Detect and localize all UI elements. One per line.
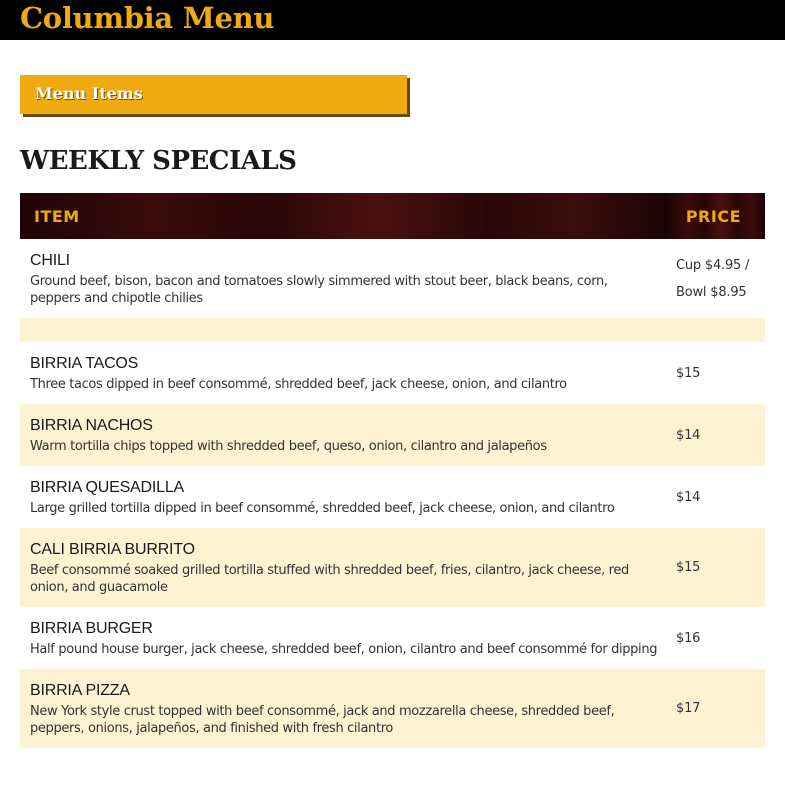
price-cell xyxy=(668,404,765,466)
item-description: Ground beef, bison, bacon and tomatoes slowly simmered with stout beer, black beans, corn, peppers and chipotle chilies xyxy=(30,273,608,306)
item-price: $15 xyxy=(676,365,701,381)
item-cell xyxy=(20,342,668,404)
table-row-spacer xyxy=(20,318,765,342)
price-cell xyxy=(668,342,765,404)
item-name: BIRRIA QUESADILLA xyxy=(30,478,184,496)
item-name: BIRRIA BURGER xyxy=(30,619,153,637)
item-price: $16 xyxy=(676,630,701,646)
item-cell xyxy=(20,528,668,607)
price-cell xyxy=(668,318,765,342)
item-price: $14 xyxy=(676,489,701,505)
table-header-row xyxy=(20,193,765,239)
menu-items-label: Menu Items xyxy=(35,84,143,103)
item-name: CHILI xyxy=(30,251,70,269)
price-cell xyxy=(668,466,765,528)
top-header-bar xyxy=(0,0,785,40)
column-header-price: PRICE xyxy=(668,193,765,239)
section-heading: WEEKLY SPECIALS xyxy=(20,146,297,176)
item-description: Beef consommé soaked grilled tortilla stuffed with shredded beef, fries, cilantro, jack cheese, red onion, and guacamole xyxy=(30,562,629,595)
item-description: Half pound house burger, jack cheese, shredded beef, onion, cilantro and beef consommé for dipping xyxy=(30,641,658,657)
table-row xyxy=(20,239,765,318)
table-row xyxy=(20,528,765,607)
item-description: Warm tortilla chips topped with shredded beef, queso, onion, cilantro and jalapeños xyxy=(30,438,547,454)
price-cell xyxy=(668,669,765,748)
item-name: BIRRIA PIZZA xyxy=(30,681,130,699)
table-row xyxy=(20,466,765,528)
page-title: Columbia Menu xyxy=(20,1,275,35)
item-price: $14 xyxy=(676,427,701,443)
table-row xyxy=(20,342,765,404)
item-name: BIRRIA TACOS xyxy=(30,354,139,372)
item-cell xyxy=(20,239,668,318)
specials-table xyxy=(20,193,765,748)
item-price: Cup $4.95 / Bowl $8.95 xyxy=(676,257,750,300)
price-cell xyxy=(668,239,765,318)
column-header-item: ITEM xyxy=(20,193,668,239)
price-cell xyxy=(668,607,765,669)
item-cell xyxy=(20,404,668,466)
item-name: BIRRIA NACHOS xyxy=(30,416,153,434)
table-row xyxy=(20,404,765,466)
item-cell xyxy=(20,466,668,528)
table-row xyxy=(20,669,765,748)
item-description: Three tacos dipped in beef consommé, shredded beef, jack cheese, onion, and cilantro xyxy=(30,376,567,392)
item-description: Large grilled tortilla dipped in beef consommé, shredded beef, jack cheese, onion, and cilantro xyxy=(30,500,615,516)
item-price: $17 xyxy=(676,701,701,716)
item-cell xyxy=(20,318,668,342)
item-price: $15 xyxy=(676,560,701,575)
item-cell xyxy=(20,607,668,669)
price-cell xyxy=(668,528,765,607)
item-description: New York style crust topped with beef consommé, jack and mozzarella cheese, shredded beef, peppers, onions, jalapeños, and finished with fresh cilantro xyxy=(30,703,615,736)
table-row xyxy=(20,607,765,669)
menu-items-button[interactable] xyxy=(20,75,407,114)
item-name: CALI BIRRIA BURRITO xyxy=(30,540,195,558)
item-cell xyxy=(20,669,668,748)
